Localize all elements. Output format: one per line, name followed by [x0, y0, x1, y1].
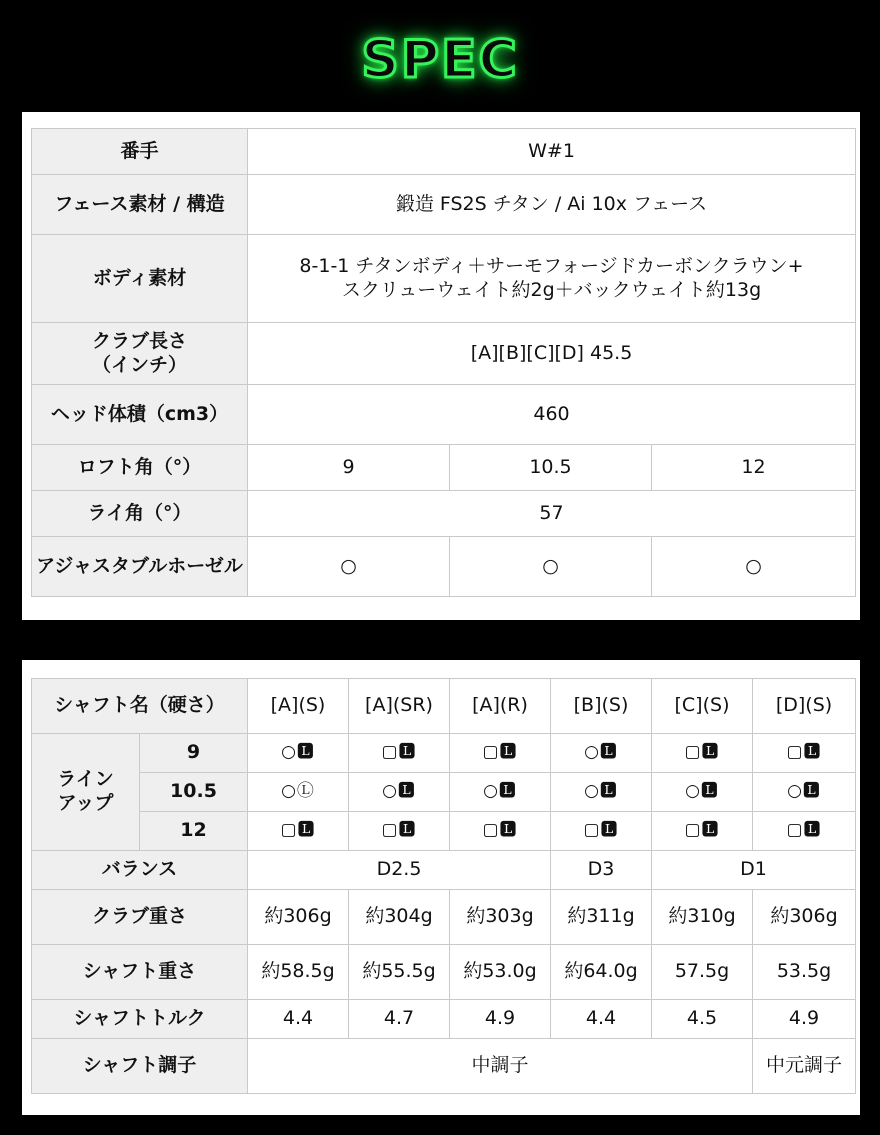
lineup-mark: ○🅻: [551, 773, 652, 812]
value-kick: 中調子: [248, 1039, 753, 1094]
lineup-mark: ○🅻: [551, 734, 652, 773]
lineup-loft: 12: [140, 812, 248, 851]
value-body: [248, 235, 856, 323]
value-volume: 460: [248, 385, 856, 445]
row-number: [32, 129, 856, 175]
row-lie: [32, 491, 856, 537]
lineup-loft: 10.5: [140, 773, 248, 812]
shaft-name: [B](S): [551, 679, 652, 734]
shaft-name: [A](R): [450, 679, 551, 734]
lineup-mark: ▢🅻: [652, 812, 753, 851]
label-shaft-name: シャフト名（硬さ）: [32, 679, 248, 734]
row-length: [32, 323, 856, 385]
row-torque: [32, 1000, 856, 1039]
label-shaft-weight: シャフト重さ: [32, 945, 248, 1000]
row-volume: [32, 385, 856, 445]
row-lineup-10-5: [32, 773, 856, 812]
value-body-line2: スクリューウェイト約2g＋バックウェイト約13g: [341, 278, 762, 301]
value-balance: D1: [652, 851, 856, 890]
lineup-mark: ○🅻: [450, 773, 551, 812]
value-torque: 4.4: [551, 1000, 652, 1039]
value-loft: 12: [652, 445, 856, 491]
lineup-mark: ▢🅻: [753, 812, 856, 851]
value-length: [A][B][C][D] 45.5: [248, 323, 856, 385]
shaft-name: [A](S): [248, 679, 349, 734]
label-body: ボディ素材: [32, 235, 248, 323]
row-face: [32, 175, 856, 235]
row-lineup-9: [32, 734, 856, 773]
value-club-weight: 約303g: [450, 890, 551, 945]
value-balance: D3: [551, 851, 652, 890]
label-kick: シャフト調子: [32, 1039, 248, 1094]
lineup-mark: ▢🅻: [450, 734, 551, 773]
value-number: W#1: [248, 129, 856, 175]
row-club-weight: [32, 890, 856, 945]
label-hosel: アジャスタブルホーゼル: [32, 537, 248, 597]
label-balance: バランス: [32, 851, 248, 890]
lineup-mark: ▢🅻: [753, 734, 856, 773]
label-lie: ライ角（°）: [32, 491, 248, 537]
shaft-panel: [22, 660, 860, 1115]
value-shaft-weight: 約55.5g: [349, 945, 450, 1000]
value-shaft-weight: 約58.5g: [248, 945, 349, 1000]
lineup-mark: ▢🅻: [248, 812, 349, 851]
value-club-weight: 約306g: [248, 890, 349, 945]
label-length-line2: （インチ）: [91, 353, 187, 376]
lineup-mark: ○🅻: [349, 773, 450, 812]
page-title: SPEC: [361, 30, 519, 90]
value-shaft-weight: 約64.0g: [551, 945, 652, 1000]
lineup-mark: ○🅻: [652, 773, 753, 812]
value-kick: 中元調子: [753, 1039, 856, 1094]
value-torque: 4.7: [349, 1000, 450, 1039]
value-club-weight: 約310g: [652, 890, 753, 945]
value-shaft-weight: 57.5g: [652, 945, 753, 1000]
row-balance: [32, 851, 856, 890]
value-hosel: ○: [652, 537, 856, 597]
label-lineup-line1: ライン: [57, 768, 114, 791]
label-lineup: [32, 734, 140, 851]
lineup-mark: ▢🅻: [349, 812, 450, 851]
row-body: [32, 235, 856, 323]
row-loft: [32, 445, 856, 491]
value-shaft-weight: 約53.0g: [450, 945, 551, 1000]
value-lie: 57: [248, 491, 856, 537]
label-volume: ヘッド体積（cm3）: [32, 385, 248, 445]
lineup-loft: 9: [140, 734, 248, 773]
value-torque: 4.9: [753, 1000, 856, 1039]
lineup-mark: ○🅻: [248, 734, 349, 773]
label-club-weight: クラブ重さ: [32, 890, 248, 945]
label-number: 番手: [32, 129, 248, 175]
label-length: [32, 323, 248, 385]
value-body-line1: 8-1-1 チタンボディ＋サーモフォージドカーボンクラウン+: [299, 254, 804, 277]
lineup-mark: ○Ⓛ: [248, 773, 349, 812]
value-torque: 4.5: [652, 1000, 753, 1039]
label-length-line1: クラブ長さ: [91, 329, 187, 352]
lineup-mark: ▢🅻: [349, 734, 450, 773]
value-hosel: ○: [248, 537, 450, 597]
value-loft: 9: [248, 445, 450, 491]
value-club-weight: 約306g: [753, 890, 856, 945]
label-face: フェース素材 / 構造: [32, 175, 248, 235]
row-hosel: [32, 537, 856, 597]
lineup-mark: ▢🅻: [652, 734, 753, 773]
lineup-mark: ▢🅻: [551, 812, 652, 851]
lineup-mark: ▢🅻: [450, 812, 551, 851]
value-torque: 4.4: [248, 1000, 349, 1039]
value-torque: 4.9: [450, 1000, 551, 1039]
value-hosel: ○: [450, 537, 652, 597]
value-club-weight: 約304g: [349, 890, 450, 945]
row-kick: [32, 1039, 856, 1094]
shaft-name: [D](S): [753, 679, 856, 734]
row-shaft-weight: [32, 945, 856, 1000]
lineup-mark: ○🅻: [753, 773, 856, 812]
label-torque: シャフトトルク: [32, 1000, 248, 1039]
value-loft: 10.5: [450, 445, 652, 491]
spec-table: [31, 128, 856, 597]
shaft-name: [A](SR): [349, 679, 450, 734]
shaft-table: [31, 678, 856, 1094]
label-loft: ロフト角（°）: [32, 445, 248, 491]
value-face: 鍛造 FS2S チタン / Ai 10x フェース: [248, 175, 856, 235]
shaft-name: [C](S): [652, 679, 753, 734]
value-club-weight: 約311g: [551, 890, 652, 945]
value-balance: D2.5: [248, 851, 551, 890]
row-lineup-12: [32, 812, 856, 851]
value-shaft-weight: 53.5g: [753, 945, 856, 1000]
label-lineup-line2: アップ: [57, 792, 114, 814]
row-shaft-name: [32, 679, 856, 734]
spec-panel: [22, 112, 860, 620]
